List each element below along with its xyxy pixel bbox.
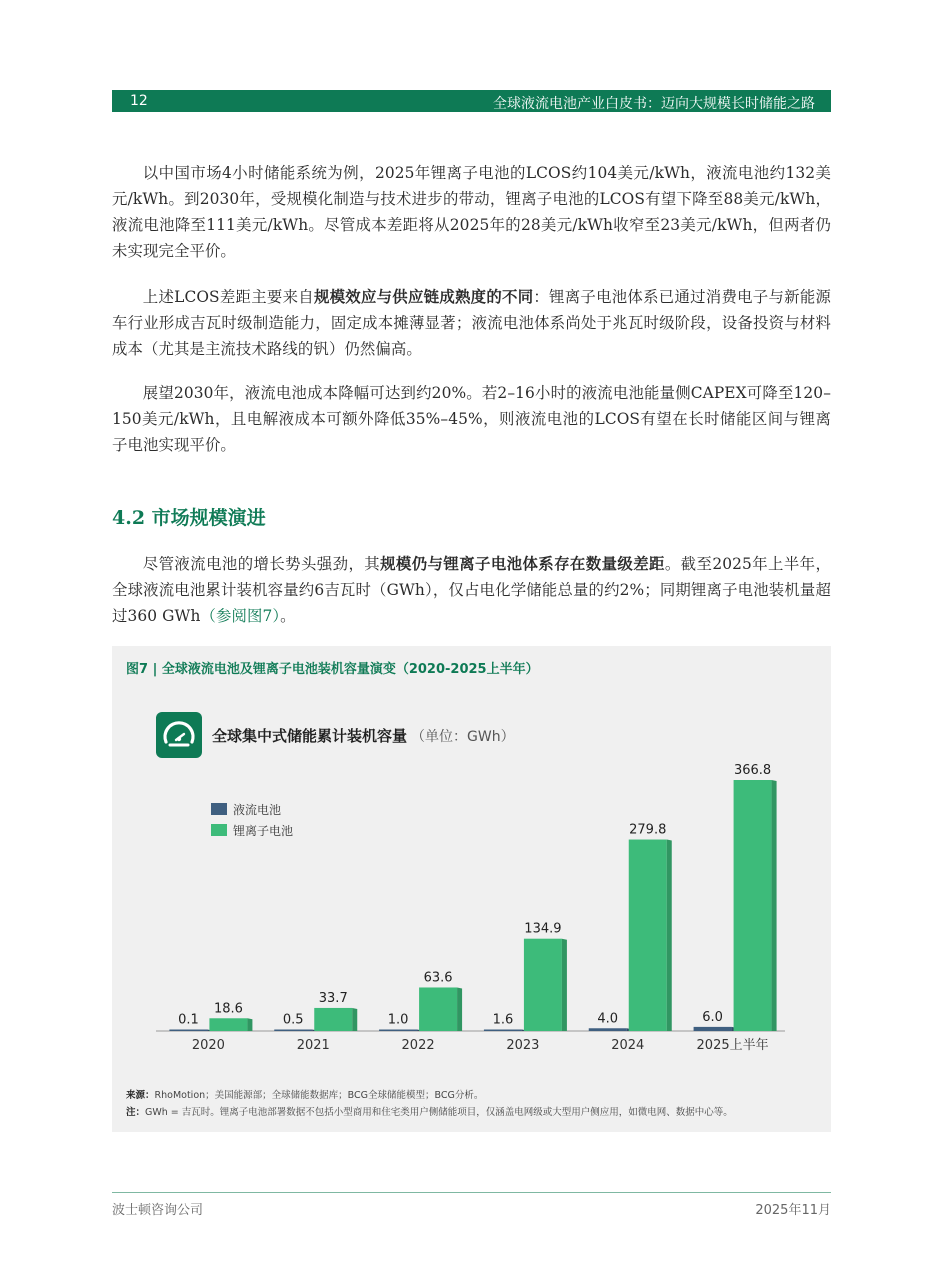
p4-end: 。 xyxy=(280,607,296,625)
p2-text-c: ：锂离子电池体系已通过消费电子与新能源车行业形成吉瓦时级制造能力，固定成本摊薄显著；液流电池体系尚处于兆瓦时级阶段，设备投资与材料成本（尤其是主流技术路线的钒）仍然偏高。 xyxy=(112,288,831,358)
data-label-li-ion-3: 134.9 xyxy=(524,921,562,937)
p4-bold: 规模仍与锂离子电池体系存在数量级差距 xyxy=(380,555,665,573)
figure-7 xyxy=(112,646,831,1132)
data-label-li-ion-5: 366.8 xyxy=(733,763,772,778)
bar-flow-3 xyxy=(484,1030,522,1032)
section-title: 4.2 市场规模演进 xyxy=(112,507,266,529)
data-label-flow-5: 6.0 xyxy=(702,1009,723,1025)
figure-notes xyxy=(126,1087,826,1121)
running-header xyxy=(112,90,831,112)
data-label-li-ion-0: 18.6 xyxy=(213,1001,243,1017)
footer-divider xyxy=(112,1192,831,1193)
figure-source: 来源：RhoMotion；美国能源部；全球储能数据库；BCG全球储能模型；BCG分析。 xyxy=(126,1090,484,1101)
running-title: 全球液流电池产业白皮书：迈向大规模长时储能之路 xyxy=(493,96,815,112)
bar-flow-5 xyxy=(694,1027,732,1031)
data-label-flow-4: 4.0 xyxy=(597,1011,619,1027)
legend-label-li-ion: 锂离子电池 xyxy=(233,824,294,838)
bar-flow-1 xyxy=(274,1030,312,1032)
x-tick-label-2: 2022 xyxy=(401,1038,435,1053)
p4-text-c: 。截至2025年上半年，全球液流电池累计装机容量约6吉瓦时（GWh），仅占电化学储能总量的约2%；同期锂离子电池装机量超过360 GWh xyxy=(112,555,831,625)
bar-chart xyxy=(112,646,831,1086)
paragraph-outlook-2030: 展望2030年，液流电池成本降幅可达到约20%。若2–16小时的液流电池能量侧CAPEX可降至120–150美元/kWh，且电解液成本可额外降低35%–45%，则液流电池的LCOS有望在长时储能区间与锂离子电池实现平价。 xyxy=(112,384,831,454)
bar-li-ion-2 xyxy=(419,987,457,1031)
paragraph-market-scale xyxy=(112,551,831,629)
legend-swatch-flow xyxy=(211,803,227,815)
bar-side-li-ion-3 xyxy=(562,939,567,1031)
bar-side-li-ion-0 xyxy=(247,1018,252,1031)
data-label-flow-2: 1.0 xyxy=(387,1012,409,1028)
x-tick-label-3: 2023 xyxy=(506,1038,540,1053)
bar-side-li-ion-1 xyxy=(352,1008,357,1031)
bar-side-li-ion-2 xyxy=(457,987,462,1031)
data-label-flow-3: 1.6 xyxy=(492,1012,514,1028)
chart-title: 全球集中式储能累计装机容量 xyxy=(212,727,408,745)
paragraph-lcos-example: 以中国市场4小时储能系统为例，2025年锂离子电池的LCOS约104美元/kWh，液流电池约132美元/kWh。到2030年，受规模化制造与技术进步的带动，锂离子电池的LCOS有望下降至88美元/kWh，液流电池降至111美元/kWh。尽管成本差距将从2025年的28美元/kWh收窄至23美元/kWh，但两者仍未实现完全平价。 xyxy=(112,164,831,260)
bar-side-li-ion-5 xyxy=(772,780,777,1031)
footer-publisher: 波士顿咨询公司 xyxy=(112,1203,204,1218)
figure-reference-link[interactable]: （参阅图7） xyxy=(200,607,281,625)
footer-date: 2025年11月 xyxy=(755,1203,831,1218)
data-label-li-ion-1: 33.7 xyxy=(318,990,348,1006)
data-label-flow-1: 0.5 xyxy=(282,1012,304,1028)
bar-li-ion-3 xyxy=(524,939,562,1031)
p2-bold: 规模效应与供应链成熟度的不同 xyxy=(313,288,534,306)
legend-swatch-li-ion xyxy=(211,824,227,836)
bar-li-ion-0 xyxy=(209,1018,247,1031)
x-tick-label-1: 2021 xyxy=(296,1038,330,1053)
bar-side-li-ion-4 xyxy=(667,840,672,1031)
paragraph-lcos-gap xyxy=(112,284,831,362)
legend-label-flow: 液流电池 xyxy=(233,803,282,817)
bar-flow-4 xyxy=(589,1028,627,1031)
chart-unit: （单位：GWh） xyxy=(411,729,515,745)
data-label-li-ion-2: 63.6 xyxy=(423,970,453,986)
bar-li-ion-5 xyxy=(734,780,772,1031)
bar-flow-2 xyxy=(379,1030,417,1032)
p2-text-a: 上述LCOS差距主要来自 xyxy=(142,288,314,306)
figure-caption: 图7 | 全球液流电池及锂离子电池装机容量演变（2020-2025上半年） xyxy=(126,662,539,677)
bar-flow-0 xyxy=(169,1030,207,1032)
data-label-li-ion-4: 279.8 xyxy=(629,822,667,838)
bar-li-ion-4 xyxy=(629,840,667,1031)
page-number: 12 xyxy=(130,93,148,109)
x-tick-label-4: 2024 xyxy=(611,1038,645,1053)
figure-note: 注：GWh = 吉瓦时。锂离子电池部署数据不包括小型商用和住宅类用户侧储能项目，仅涵盖电网级或大型用户侧应用，如微电网、数据中心等。 xyxy=(126,1107,733,1118)
bar-li-ion-1 xyxy=(314,1008,352,1031)
x-tick-label-5: 2025上半年 xyxy=(696,1038,769,1053)
p4-text-a: 尽管液流电池的增长势头强劲，其 xyxy=(142,555,381,573)
data-label-flow-0: 0.1 xyxy=(178,1012,199,1028)
x-tick-label-0: 2020 xyxy=(191,1038,225,1053)
